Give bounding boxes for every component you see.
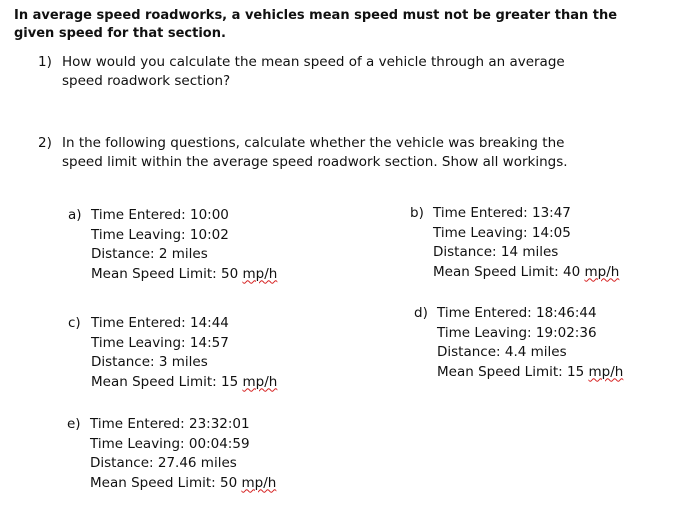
problem-c-time-entered: Time Entered: 14:44 xyxy=(91,315,229,331)
problem-d-details xyxy=(437,304,623,382)
problem-a-details xyxy=(91,206,277,284)
intro-line-2: given speed for that section. xyxy=(14,26,226,41)
problem-b-speed-limit xyxy=(433,263,619,283)
problem-b-distance: Distance: 14 miles xyxy=(433,244,559,260)
problem-d-speed-unit: mp/h xyxy=(588,363,624,380)
problem-d-distance: Distance: 4.4 miles xyxy=(437,344,567,360)
problem-c-speed-limit-text: Mean Speed Limit: 15 xyxy=(91,373,243,390)
problem-d-speed-limit xyxy=(437,363,623,383)
problem-b-letter: b) xyxy=(410,205,424,221)
problem-e-letter: e) xyxy=(67,416,81,432)
problem-e-speed-limit xyxy=(90,474,276,494)
question-1-line-1: How would you calculate the mean speed of a vehicle through an average xyxy=(62,54,565,70)
problem-c-distance: Distance: 3 miles xyxy=(91,354,208,370)
problem-b-time-entered: Time Entered: 13:47 xyxy=(433,205,571,221)
problem-d-letter: d) xyxy=(414,305,428,321)
question-1-text xyxy=(62,53,622,91)
question-2-line-2: speed limit within the average speed roadwork section. Show all workings. xyxy=(62,154,568,170)
problem-a-distance: Distance: 2 miles xyxy=(91,246,208,262)
problem-a-time-leaving: Time Leaving: 10:02 xyxy=(91,226,229,243)
problem-a-time-entered: Time Entered: 10:00 xyxy=(91,207,229,223)
problem-a-speed-limit xyxy=(91,265,277,285)
intro-line-1: In average speed roadworks, a vehicles mean speed must not be greater than the xyxy=(14,8,618,23)
problem-e-speed-unit: mp/h xyxy=(241,474,277,491)
problem-b-speed-unit: mp/h xyxy=(584,263,620,280)
intro-statement xyxy=(14,7,654,43)
question-2-number: 2) xyxy=(38,135,52,151)
problem-a-speed-unit: mp/h xyxy=(242,265,278,282)
problem-e-distance: Distance: 27.46 miles xyxy=(90,455,237,471)
problem-d-speed-limit-text: Mean Speed Limit: 15 xyxy=(437,363,589,380)
problem-a-letter: a) xyxy=(68,207,82,223)
problem-e-time-leaving: Time Leaving: 00:04:59 xyxy=(90,435,250,452)
problem-c-speed-limit xyxy=(91,373,277,393)
problem-d-time-leaving: Time Leaving: 19:02:36 xyxy=(437,324,597,341)
problem-a-speed-limit-text: Mean Speed Limit: 50 xyxy=(91,265,243,282)
question-2-line-1: In the following questions, calculate whether the vehicle was breaking the xyxy=(62,135,565,151)
problem-c-letter: c) xyxy=(68,315,81,331)
problem-e-time-entered: Time Entered: 23:32:01 xyxy=(90,416,250,432)
problem-c-speed-unit: mp/h xyxy=(242,373,278,390)
problem-e-details xyxy=(90,415,276,493)
problem-d-time-entered: Time Entered: 18:46:44 xyxy=(437,305,597,321)
problem-c-time-leaving: Time Leaving: 14:57 xyxy=(91,334,229,351)
problem-b-speed-limit-text: Mean Speed Limit: 40 xyxy=(433,263,585,280)
problem-c-details xyxy=(91,314,277,392)
problem-b-time-leaving: Time Leaving: 14:05 xyxy=(433,224,571,241)
question-1-number: 1) xyxy=(38,54,52,70)
question-1-line-2: speed roadwork section? xyxy=(62,73,231,89)
problem-e-speed-limit-text: Mean Speed Limit: 50 xyxy=(90,474,242,491)
problem-b-details xyxy=(433,204,619,282)
question-2-text xyxy=(62,134,622,172)
